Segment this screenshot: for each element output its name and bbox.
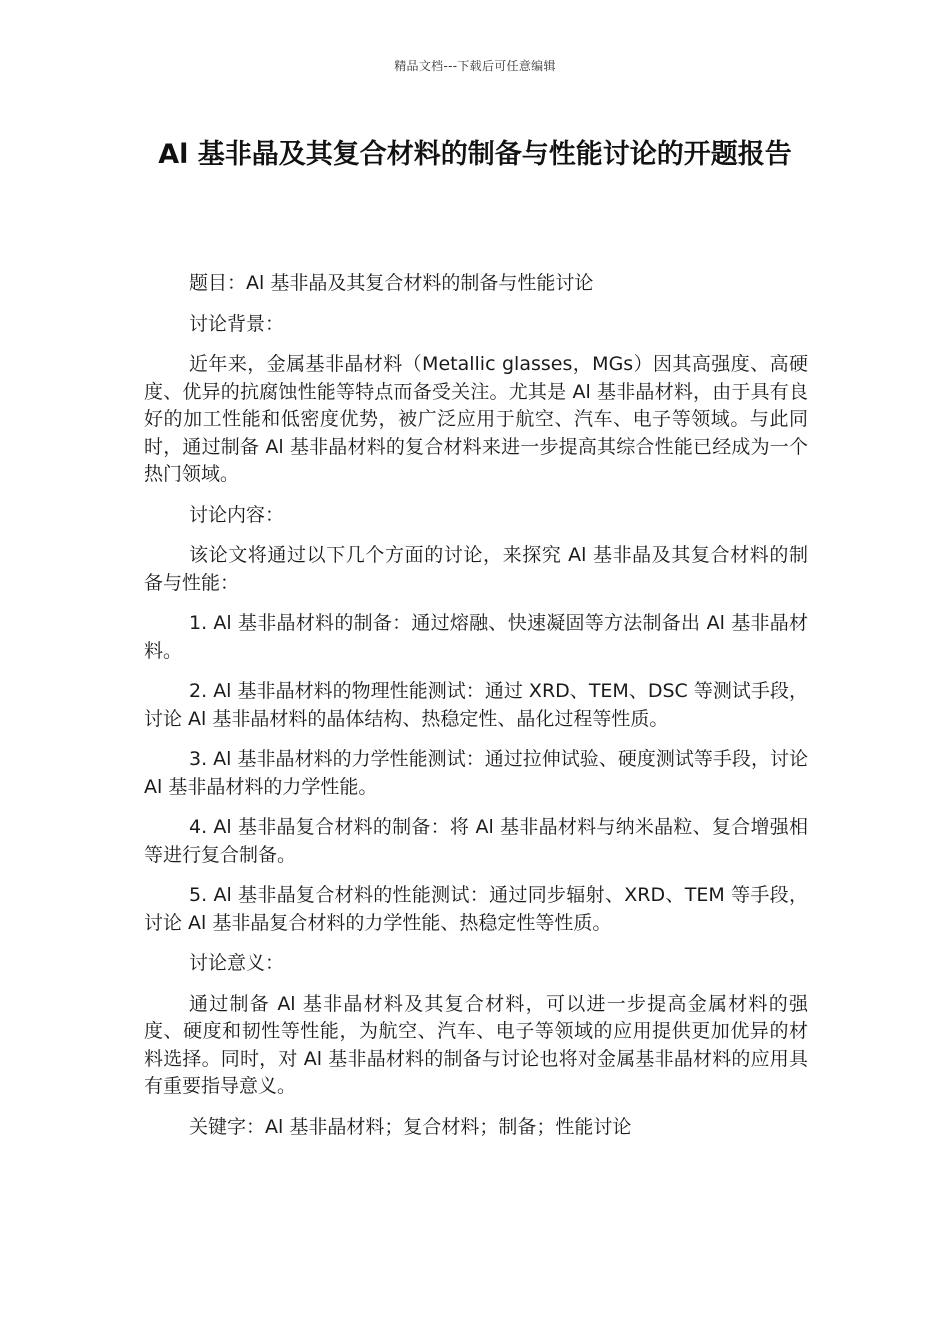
content-intro-paragraph: 该论文将通过以下几个方面的讨论，来探究 Al 基非晶及其复合材料的制备与性能：: [144, 544, 808, 594]
header-note: 精品文档---下载后可任意编辑: [394, 59, 556, 73]
list-item-5: 5. Al 基非晶复合材料的性能测试：通过同步辐射、XRD、TEM 等手段，讨论 Al 基非晶复合材料的力学性能、热稳定性等性质。: [144, 884, 808, 934]
list-item-1: 1. Al 基非晶材料的制备：通过熔融、快速凝固等方法制备出 Al 基非晶材料。: [144, 612, 808, 662]
section-heading-background: 讨论背景：: [189, 312, 285, 335]
list-item-2: 2. Al 基非晶材料的物理性能测试：通过 XRD、TEM、DSC 等测试手段，讨论 Al 基非晶材料的晶体结构、热稳定性、晶化过程等性质。: [144, 680, 808, 730]
section-heading-content: 讨论内容：: [189, 503, 285, 526]
section-heading-significance: 讨论意义：: [189, 952, 285, 974]
list-item-4: 4. Al 基非晶复合材料的制备：将 Al 基非晶材料与纳米晶粒、复合增强相等进行复合制备。: [144, 816, 808, 866]
document-title: Al 基非晶及其复合材料的制备与性能讨论的开题报告: [158, 139, 792, 170]
list-item-3: 3. Al 基非晶材料的力学性能测试：通过拉伸试验、硬度测试等手段，讨论 Al 基非晶材料的力学性能。: [144, 748, 808, 798]
document-body: [144, 270, 808, 1154]
background-paragraph: 近年来，金属基非晶材料（Metallic glasses，MGs）因其高强度、高硬度、优异的抗腐蚀性能等特点而备受关注。尤其是 Al 基非晶材料，由于具有良好的加工性能和低密度优势，被广泛应用于航空、汽车、电子等领域。与此同时，通过制备 Al 基非晶材料的复合材料来进一步提高其综合性能已经成为一个热门领域。: [144, 353, 808, 485]
topic-line: 题目：Al 基非晶及其复合材料的制备与性能讨论: [189, 272, 594, 294]
significance-paragraph: 通过制备 Al 基非晶材料及其复合材料，可以进一步提高金属材料的强度、硬度和韧性等性能，为航空、汽车、电子等领域的应用提供更加优异的材料选择。同时，对 Al 基非晶材料的制备与讨论也将对金属基非晶材料的应用具有重要指导意义。: [144, 992, 808, 1097]
keywords-line: 关键字：Al 基非晶材料；复合材料；制备；性能讨论: [189, 1115, 632, 1138]
